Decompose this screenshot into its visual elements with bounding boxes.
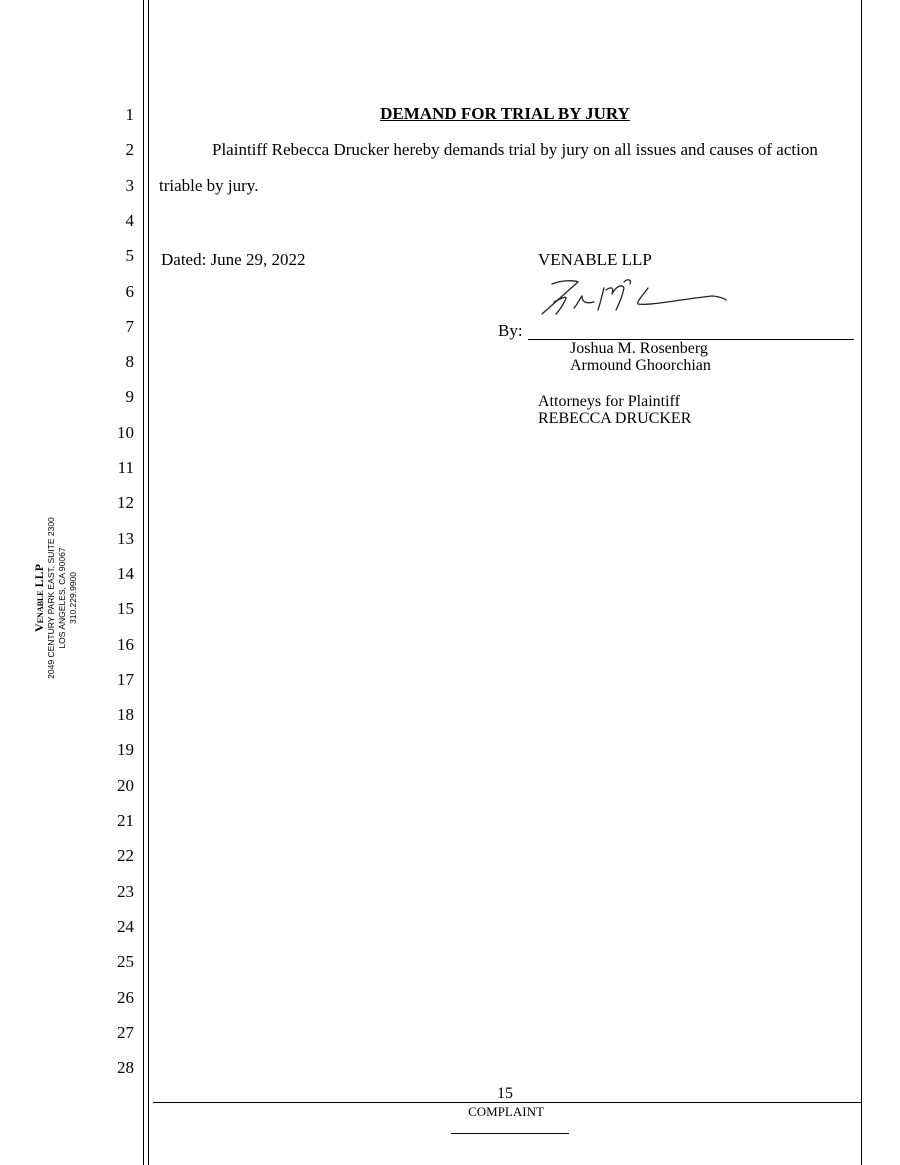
sidebar-address-line2: LOS ANGELES, CA 90067 [57,547,67,649]
line-number: 27 [117,1022,134,1042]
by-label: By: [498,321,523,340]
sidebar-phone: 310.229.9900 [68,572,78,624]
dated-line: Dated: June 29, 2022 [161,250,306,269]
signer-name-1: Joshua M. Rosenberg [570,340,708,357]
line-number: 1 [125,105,134,124]
signature-firm-name: VENABLE LLP [538,250,652,269]
margin-rule-right [861,0,862,1165]
sidebar-address-line1: 2049 CENTURY PARK EAST, SUITE 2300 [46,517,56,679]
line-number: 10 [117,422,134,442]
line-number: 24 [117,916,134,936]
attorney-role: Attorneys for Plaintiff [538,393,680,410]
line-number: 14 [117,563,134,583]
firm-sidebar [32,478,92,718]
line-number: 26 [117,987,134,1007]
line-number: 13 [117,528,134,548]
footer-underline [451,1133,569,1134]
line-number: 11 [117,458,134,477]
margin-rule-left-outer [143,0,144,1165]
line-number: 5 [125,246,134,266]
paragraph-line-2: triable by jury. [159,176,259,195]
line-number: 3 [125,175,134,195]
margin-rule-left-inner [148,0,149,1165]
line-number: 21 [117,811,134,830]
line-number: 19 [117,740,134,760]
line-number: 20 [117,775,134,795]
line-number: 18 [117,705,134,725]
line-number: 25 [117,952,134,972]
line-number: 6 [125,281,134,301]
sidebar-firm-name: Venable LLP [32,564,46,632]
handwritten-signature [536,274,736,322]
paragraph-line-1: Plaintiff Rebecca Drucker hereby demands trial by jury on all issues and causes of action [212,140,818,159]
section-title: DEMAND FOR TRIAL BY JURY [380,104,630,123]
line-number: 12 [117,493,134,513]
line-number: 15 [117,599,134,619]
line-number: 2 [125,140,134,160]
line-number: 7 [125,316,134,336]
signer-name-2: Armound Ghoorchian [570,357,711,374]
line-number: 16 [117,634,134,654]
page-number: 15 [497,1085,513,1102]
line-number: 9 [125,387,134,407]
line-number: 8 [125,352,134,372]
line-number: 22 [117,846,134,866]
line-number: 23 [117,881,134,901]
line-number: 17 [117,669,134,689]
line-number: 28 [117,1058,134,1078]
footer-rule [153,1102,861,1103]
document-title-footer: COMPLAINT [468,1104,544,1119]
client-name: REBECCA DRUCKER [538,410,692,427]
line-number: 4 [125,210,134,230]
